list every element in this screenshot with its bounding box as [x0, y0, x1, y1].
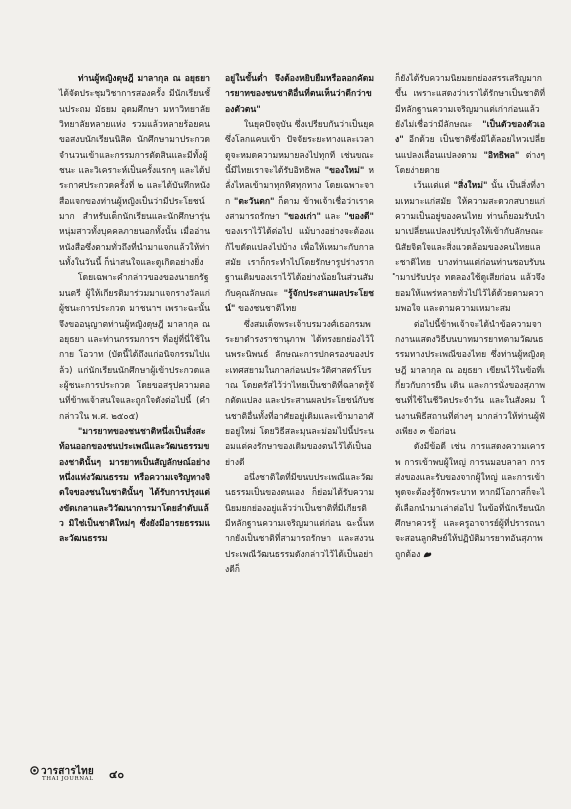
paragraph-text: ต่างๆ โดยง่ายดาย: [395, 150, 545, 177]
paragraph: [395, 318, 545, 441]
paragraph: ซึ่งสมเด็จพระเจ้าบรมวงศ์เธอกรมพระยาดำรงราชานุภาพ ได้ทรงยกย่องไว้ในพระนิพนธ์ ลักษณะการปกครองของประเทศสยามในกาลก่อนประวัติศาสตร์โบราณ โดยตรัสไว้ว่าไทยเป็นชาติที่ฉลาดรู้จักตัดแปลง และประสานผลประโยชน์กับชนชาติอื่นทั้งที่อาศัยอยู่เดิมและเข้ามาอาศัยอยู่ใหม่ โดยวิธีสละมุนละม่อมไปนี้ประนอมแต่คงรักษาของเดิมของตนไว้ได้เป็นอย่างดี: [225, 319, 374, 468]
paragraph: [395, 72, 545, 179]
page-number: ๔๐: [109, 768, 125, 781]
paragraph-text: ต่อไปนี้ข้าพเจ้าจะได้นำข้อความจากงานแสดงวิธีบนบาทมารยาทตามวัฒนธรรมทางประเพณีของไทย ซึ่งท่านผู้หญิงดุษฎี มาลากุล ณ อยุธยา: [395, 319, 545, 376]
quote-paragraph: "มารยาทของชนชาติหนึ่งเป็นสิ่งสะท้อนออกของชนประเพณีและวัฒนธรรมของชาตินั้นๆ มารยาทเป็นสัญลักษณ์อย่างหนึ่งแห่งวัฒนธรรม หรือความเจริญทางจิตใจของชนในชาตินั้นๆ ได้รับการปรุงแต่งขัดเกลาและวิวัฒนาการมาโดยลำดับแล้ว มิใช่เป็นชาติใหม่ๆ ซึ่งยังมีอารยธรรมและวัฒนธรรม: [59, 426, 210, 545]
publication-name-english: THAI JOURNAL: [42, 776, 94, 782]
paragraph-text: หลั่งไหลเข้ามาทุกทิศทุกทาง โดยเฉพาะจาก: [225, 166, 374, 207]
emphasis: "ตะวันตก": [233, 196, 275, 207]
emphasis: "ของใหม่": [324, 166, 365, 177]
paragraph-text: เขียนไว้ในข้อที่เกี่ยวกับการยืน เดิน และการนั่งของสุภาพชนที่ใช้ในชีวิตประจำวัน และในสังคม ในงานพิธีสถานที่ต่างๆ มากล่าวให้ท่านผู้ฟังเพียง ๓ ข้อก่อน: [395, 365, 545, 437]
paragraph-text: ของชนชาติไทย: [235, 304, 297, 315]
column-left: [59, 72, 210, 548]
publication-name: วารสารไทย: [41, 766, 94, 777]
paragraph-text: เว้นแต่แต่: [413, 181, 454, 192]
paragraph: [59, 72, 210, 271]
emphasis: "รู้จักประสานผลประโยชน์": [225, 288, 374, 315]
paragraph: โดยเฉพาะคำกล่าวของของนายกรัฐมนตรี ผู้ให้เกียรติมาร่วมมาแจกรางวัลแก่ผู้ชนะการประกวด มาชนาฯ เพราะฉะนั้นจึงขออนุญาตท่านผู้หญิงดุษฎี มาลากุล ณ อยุธยา และท่านกรรมการฯ ที่อยู่ที่นี่ใช้ในกาย โอวาท (บัดนี้ได้ถึงแก่อนิจกรรมไปแล้ว) แก่นักเรียนนักศึกษาผู้เข้าประกวดและผู้ชนะการประกวด โดยขอสรุปความตอนที่ข้าพเจ้าสนใจและถูกใจดังต่อไปนี้ (คำกล่าวใน พ.ศ. ๒๕๐๕): [59, 273, 210, 422]
paragraph: อนึ่งชาติใดที่มีขนบประเพณีและวัฒนธรรมเป็นของตนเอง ก็ย่อมได้รับความนิยมยกย่องอยู่แล้วว่าเป็นชาติที่มีเกียรติ มีหลักฐานความเจริญมาแต่ก่อน ฉะนั้นหากยังเป็นชาติที่สามารถรักษา และสงวนประเพณีวัฒนธรรมดังกล่าวไว้ได้เป็นอย่างดีก็: [225, 472, 374, 575]
paragraph-text: ในยุคปัจจุบัน ซึ่งเปรียบกันว่าเป็นยุคซึ่งโลกแคบเข้า ปัจจัยระยะทางและเวลาดูจะหมดความหมายลงไปทุกที เช่นขณะนี้มีไทยเราจะได้รับอิทธิพล: [225, 120, 374, 177]
page-footer: [30, 764, 210, 788]
quote-paragraph: อยู่ในขั้นต่ำ จึงต้องหยิบยืมหรือลอกคัดมารยาทของชนชาติอื่นที่ตนเห็นว่าดีกว่าของตัวตน": [225, 74, 374, 115]
paragraph-text: นั้น เป็นสิ่งที่งามเหมาะแก่สมัย ให้ความสะดวกสบายแก่ความเป็นอยู่ของคนไทย ท่านก็ยอมรับนำมาเปลี่ยนแปลงปรับปรุงให้เข้ากับลักษณะนิสัยจิตใจและสิ่งแวดล้อมของคนไทยและชาติไทย บางท่านแต่ก่อนท่านชอบรับนำมาปรับปรุง ทดลองใช้ดูเสียก่อน แล้วจึงยอมให้แพร่หลายทั่วไปไว้ได้ด้วยตามความพอใจ และตามความเหมาะสม: [395, 181, 545, 315]
paragraph: [395, 440, 545, 563]
emphasis: "สิ่งใหม่": [453, 181, 488, 192]
emphasis: "ของดี": [344, 212, 374, 223]
paragraph-text: ดังมีข้อดี เช่น การแสดงความเคารพ การเข้าพบผู้ใหญ่ การนมอบลาลา การส่งของและรับของจากผู้ใหญ่ และการเข้าพูดจะต้องรู้จักพระบาท หากมีโอกาสก็จะได้เลือกนำมาเล่าต่อไป ในข้อที่นักเรียนนักศึกษาควรรู้ และครูอาจารย์ผู้ที่ปรารถนาจะสอนลูกศิษย์ให้ปฏิบัติมารยาทอันสุภาพถูกต้อง: [395, 442, 545, 560]
paragraph-text: ได้จัดประชุมวิชาการสองครั้ง มีนักเรียนชั้นประถม มัธยม อุดมศึกษา มหาวิทยาลัย วิทยาลัยหลายแห่ง รวมแล้วหลายร้อยคน ขอสงบนักเรียนนิสิต นักศึกษามาประกวด จำนวนเข้าและกรรมการตัดสินและมีทั้งผู้ชนะ และวิเคราะห์เป็นครั้งแรกๆ และได้ประกาศประกวดครั้งที่ ๒ และได้บันทึกหนังสือแจกของท่านผู้หญิงเป็นว่ามีประโยชน์มาก สำหรับเด็กนักเรียนและนักศึกษารุ่นหนุ่มสาวทั้งบุคคลภายนอกทั้งนั้น เมื่ออ่านหนังสือซึ่งตามทั่วถึงที่นำมาแจกแล้วให้ท่านทั้งในวันนี้ ก็น่าสนใจและดูเกิดอย่างยิ่ง: [59, 89, 210, 269]
paragraph-text: และ: [320, 212, 345, 223]
paragraph-text: ของเราไว้ได้ต่อไป แม้บางอย่างจะต้องแก้ไขดัดแปลงไปบ้าง เพื่อให้เหมาะกับกาลสมัย เราก็กระทำไปโดยรักษารูปร่างรากฐานเดิมของเราไว้ได้อย่างน้อยในส่วนสัมกับคุณลักษณะ: [225, 227, 374, 299]
paragraph-text: ก็ตาม ข้าพเจ้าเชื่อว่าเราคงสามารถรักษา: [225, 196, 374, 223]
emphasis: "ของเก่า": [283, 212, 321, 223]
paragraph-text: อีกด้วย เป็นชาติซึ่งมิได้ลอยไหวเปลี่ยนแปลงเลื่อนแปลงตาม: [395, 135, 545, 161]
paragraph: [225, 118, 374, 317]
paragraph-text: ก็ยังได้รับความนิยมยกย่องสรรเสริญมากขึ้น เพราะแสดงว่าเราได้รักษาเป็นชาติที่มีหลักฐานความเจริญมาแต่เก่าก่อนแล้ว ยังไม่เชื่อว่ามีลักษณะ: [395, 74, 545, 131]
journal-logo-icon: [30, 766, 39, 775]
bold-name: ท่านผู้หญิงดุษฎี มาลากุล ณ อยุธยา: [77, 74, 210, 84]
end-of-article-icon: [423, 551, 432, 558]
emphasis: "เป็นตัวของตัวเอง": [395, 120, 545, 146]
column-right: [395, 72, 545, 563]
column-middle: [225, 72, 374, 578]
emphasis: "อิทธิพล": [483, 150, 520, 161]
paragraph: [395, 179, 545, 317]
